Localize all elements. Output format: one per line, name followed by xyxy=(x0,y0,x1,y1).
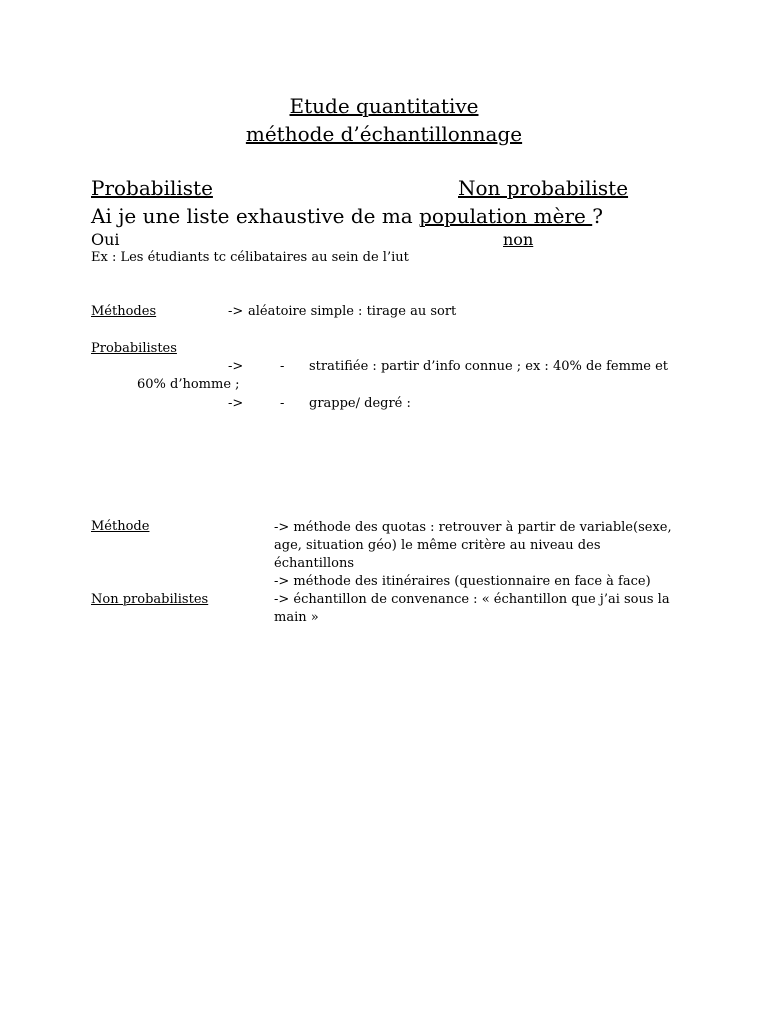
arrow-1: -> xyxy=(228,304,244,319)
header-probabiliste: Probabiliste xyxy=(91,176,213,200)
method-stratifiee-cont: 60% d’homme ; xyxy=(137,377,240,392)
title-line-2: méthode d’échantillonnage xyxy=(245,122,523,146)
label-non-probabilistes: Non probabilistes xyxy=(91,592,209,607)
arrow-2: -> xyxy=(228,359,244,374)
title-line-1: Etude quantitative xyxy=(289,94,479,118)
label-methodes: Méthodes xyxy=(91,304,157,319)
method-itineraires: -> méthode des itinéraires (questionnaire en face à face) xyxy=(274,574,651,589)
example-text: Ex : Les étudiants tc célibataires au sein de l’iut xyxy=(91,250,409,265)
header-non-probabiliste: Non probabiliste xyxy=(458,176,629,200)
answer-non: non xyxy=(503,230,534,249)
arrow-3: -> xyxy=(228,396,244,411)
label-methode: Méthode xyxy=(91,519,150,534)
dash-3: - xyxy=(280,396,285,411)
question-suffix: ? xyxy=(592,204,603,228)
dash-2: - xyxy=(280,359,285,374)
question-underlined: population mère xyxy=(419,204,593,228)
question xyxy=(91,204,603,228)
label-probabilistes: Probabilistes xyxy=(91,341,177,356)
method-quotas: -> méthode des quotas : retrouver à partir de variable(sexe, age, situation géo) le même critère au niveau des échantillons xyxy=(274,520,672,571)
non-prob-methods xyxy=(274,519,674,627)
question-prefix: Ai je une liste exhaustive de ma xyxy=(91,204,420,228)
answer-oui: Oui xyxy=(91,230,120,249)
method-grappe: grappe/ degré : xyxy=(309,396,411,411)
method-aleatoire-simple: aléatoire simple : tirage au sort xyxy=(248,304,457,319)
method-convenance: -> échantillon de convenance : « échantillon que j’ai sous la main » xyxy=(274,592,670,625)
method-stratifiee: stratifiée : partir d’info connue ; ex : 40% de femme et xyxy=(309,359,669,374)
